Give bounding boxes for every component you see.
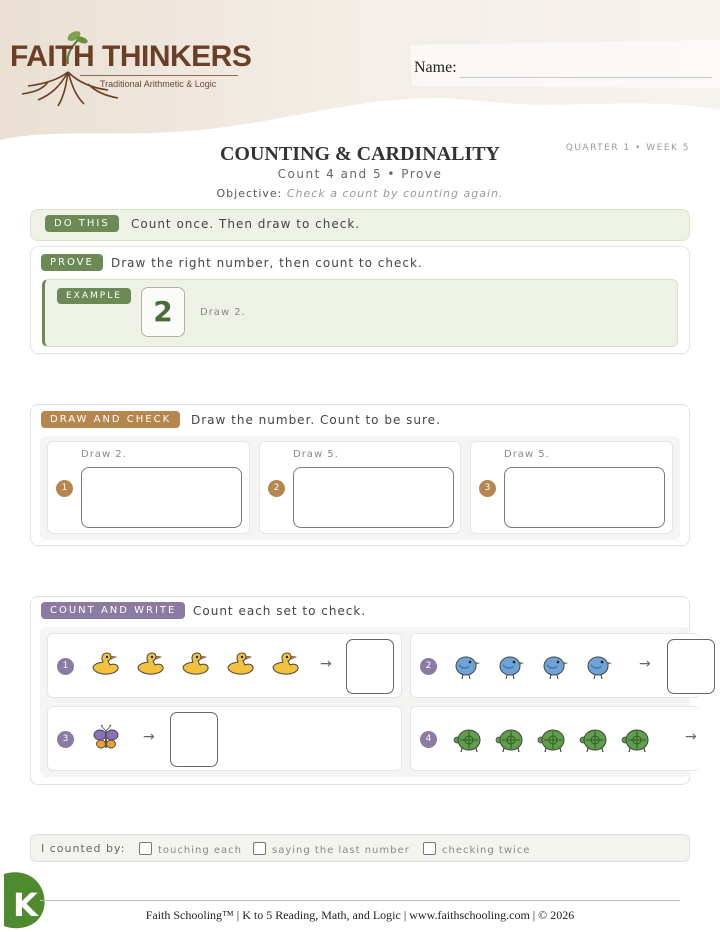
page-subtitle: Count 4 and 5 • Prove — [277, 167, 443, 181]
prove-pill: PROVE — [41, 254, 103, 271]
option-label: checking twice — [442, 845, 531, 856]
count-item-number: 2 — [420, 658, 437, 675]
checkbox[interactable] — [253, 842, 266, 855]
turtle-set — [453, 727, 663, 755]
draw-item-number: 2 — [268, 480, 285, 497]
option-label: saying the last number — [272, 845, 410, 856]
duck-icon — [90, 651, 122, 679]
page-title: COUNTING & CARDINALITY — [219, 143, 501, 165]
brand-title: FAITH THINKERS — [10, 40, 252, 73]
draw-item — [259, 441, 461, 534]
footer-divider — [40, 900, 680, 901]
draw-answer-box[interactable] — [293, 467, 454, 528]
bird-icon — [497, 651, 527, 681]
brand-tagline: Traditional Arithmetic & Logic — [100, 79, 217, 89]
do-this-text: Count once. Then draw to check. — [131, 217, 361, 231]
count-answer-box[interactable] — [667, 639, 715, 694]
checkbox[interactable] — [139, 842, 152, 855]
do-this-pill: DO THIS — [45, 215, 119, 232]
turtle-icon — [495, 727, 525, 753]
draw-and-check-pill: DRAW AND CHECK — [41, 411, 180, 428]
option-touching-each[interactable] — [139, 842, 242, 856]
count-item — [410, 706, 700, 771]
draw-item — [47, 441, 250, 534]
objective-label: Objective: — [216, 187, 283, 200]
draw-item-label: Draw 2. — [81, 449, 127, 460]
draw-item-label: Draw 5. — [504, 449, 550, 460]
turtle-icon — [621, 727, 651, 753]
count-item-number: 3 — [57, 731, 74, 748]
k-badge-letter: K — [13, 886, 38, 924]
count-answer-box[interactable] — [170, 712, 218, 767]
turtle-icon — [579, 727, 609, 753]
count-item — [47, 706, 402, 771]
count-answer-box[interactable] — [346, 639, 394, 694]
draw-item-number: 3 — [479, 480, 496, 497]
name-label: Name: — [414, 59, 457, 76]
duck-icon — [225, 651, 257, 679]
butterfly-icon — [92, 725, 120, 751]
example-box — [42, 279, 678, 347]
brand-underline — [80, 75, 238, 76]
draw-item-number: 1 — [56, 480, 73, 497]
draw-answer-box[interactable] — [81, 467, 242, 528]
count-item — [410, 633, 700, 698]
quarter-week: QUARTER 1 • WEEK 5 — [565, 143, 690, 153]
option-saying-last-number[interactable] — [253, 842, 410, 856]
checkbox[interactable] — [423, 842, 436, 855]
count-item-number: 1 — [57, 658, 74, 675]
example-pill: EXAMPLE — [57, 288, 131, 304]
draw-item-label: Draw 5. — [293, 449, 339, 460]
footer-text: Faith Schooling™ | K to 5 Reading, Math, and Logic | www.faithschooling.com | © 2026 — [145, 908, 575, 922]
objective — [0, 187, 720, 200]
count-item — [47, 633, 402, 698]
example-number: 2 — [141, 287, 185, 337]
bird-icon — [541, 651, 571, 681]
bird-icon — [453, 651, 483, 681]
example-text: Draw 2. — [200, 307, 246, 318]
turtle-icon — [453, 727, 483, 753]
duck-icon — [270, 651, 302, 679]
name-input-line[interactable] — [460, 77, 712, 78]
duck-set — [90, 651, 350, 681]
do-this-bar — [30, 209, 690, 241]
arrow: → — [143, 729, 155, 745]
duck-icon — [180, 651, 212, 679]
arrow: → — [639, 656, 651, 672]
counted-by-bar — [30, 834, 690, 862]
draw-answer-box[interactable] — [504, 467, 665, 528]
option-label: touching each — [158, 845, 242, 856]
count-and-write-pill: COUNT AND WRITE — [41, 602, 185, 619]
draw-item — [470, 441, 673, 534]
draw-and-check-text: Draw the number. Count to be sure. — [191, 413, 441, 427]
count-item-number: 4 — [420, 731, 437, 748]
counted-by-label: I counted by: — [41, 842, 126, 855]
arrow: → — [685, 729, 697, 745]
bird-icon — [585, 651, 615, 681]
objective-text: Check a count by counting again. — [286, 187, 504, 200]
turtle-icon — [537, 727, 567, 753]
duck-icon — [135, 651, 167, 679]
bird-set — [453, 651, 653, 683]
prove-text: Draw the right number, then count to check. — [111, 256, 423, 270]
arrow: → — [320, 656, 332, 672]
option-checking-twice[interactable] — [423, 842, 530, 856]
count-and-write-text: Count each set to check. — [193, 604, 367, 618]
